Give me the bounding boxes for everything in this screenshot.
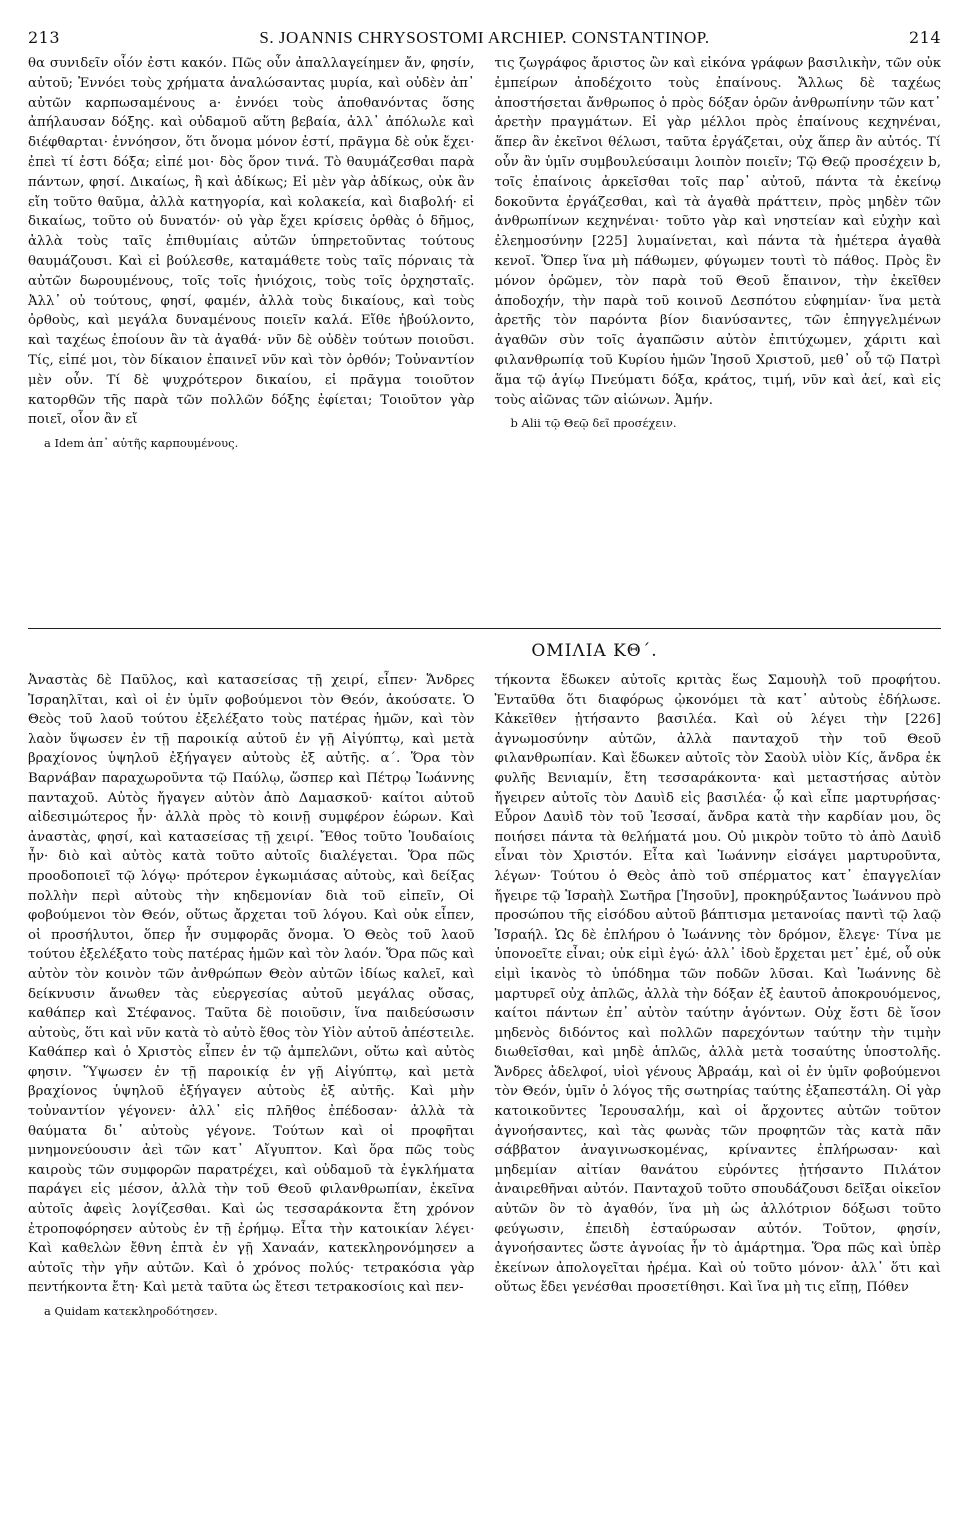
homily-title: ΟΜΙΛΙΑ ΚΘ΄.	[531, 641, 658, 661]
page-number-left: 213	[28, 28, 61, 47]
bottom-right-column	[495, 671, 942, 1319]
running-header	[28, 28, 941, 54]
top-section	[28, 54, 941, 614]
top-right-text: τις ζωγράφος ἄριστος ὢν καὶ εἰκόνα γράφων βασιλικὴν, τῶν οὐκ ἐμπείρων ἀποδέχοιτο τοὺς ἐπαίνους. Ἄλλως δὲ ταχέως ἀποστήσεται ἄνθρωπος ὁ πρὸς δόξαν ὁρῶν ἀνθρωπίνην τῶν κατ᾿ ἀρετὴν πραγμάτων. Εἰ γὰρ μέλλοι πρὸς ἐπαίνους κεχηνέναι, ἅπερ ἂν ἐκεῖνοι θέλωσι, ταῦτα ἐργάζεται, οὐχ ἅπερ ἂν αὐτός. Τί οὖν ἂν ὑμῖν συμβουλεύσαιμι λοιπὸν ποιεῖν; Τῷ Θεῷ προσέχειν b, τοῖς ἐπαίνοις ἀρκεῖσθαι τοῖς παρ᾿ αὐτοῦ, πάντα τὰ ἐκείνῳ δοκοῦντα ἐργάζεσθαι, καὶ τὰ ἀγαθὰ πράττειν, πρὸς μηδὲν τῶν ἀνθρωπίνων κεχηνέναι· τοῦτο γὰρ καὶ νηστείαν καὶ εὐχὴν καὶ ἐλεημοσύνην [225] λυμαίνεται, καὶ πάντα τὰ ἡμέτερα ἀγαθὰ κενοῖ. Ὅπερ ἵνα μὴ πάθωμεν, φύγωμεν τουτὶ τὸ πάθος. Πρὸς ἓν μόνον ὁρῶμεν, τὸν παρὰ τοῦ Θεοῦ ἔπαινον, τὴν ἐκεῖθεν ἀποδοχήν, τὴν παρὰ τοῦ κοινοῦ Δεσπότου εὐφημίαν· ἵνα μετὰ ἀρετῆς τὸν παρόντα βίον διανύσαντες, τῶν ἐπηγγελμένων ἀγαθῶν σὺν τοῖς ἀγαπῶσιν αὐτὸν ἐπιτύχωμεν, χάριτι καὶ φιλανθρωπίᾳ τοῦ Κυρίου ἡμῶν Ἰησοῦ Χριστοῦ, μεθ᾿ οὗ τῷ Πατρὶ ἅμα τῷ ἁγίῳ Πνεύματι δόξα, κράτος, τιμή, νῦν καὶ ἀεί, καὶ εἰς τοὺς αἰῶνας τῶν αἰώνων. Ἀμήν.	[494, 56, 941, 408]
top-left-column	[28, 54, 475, 614]
bottom-left-column	[28, 671, 475, 1319]
bottom-left-footnote: a Quidam κατεκληροδότησεν.	[44, 1304, 218, 1318]
section-divider	[28, 628, 941, 629]
top-right-column	[495, 54, 942, 614]
running-title: S. JOANNIS CHRYSOSTOMI ARCHIEP. CONSTANTINOP.	[259, 28, 710, 47]
bottom-section	[28, 671, 941, 1319]
top-right-footnote: b Alii τῷ Θεῷ δεῖ προσέχειν.	[510, 416, 677, 431]
bottom-left-text: Ἀναστὰς δὲ Παῦλος, καὶ κατασείσας τῇ χειρί, εἶπεν· Ἄνδρες Ἰσραηλῖται, καὶ οἱ ἐν ὑμῖν φοβούμενοι τὸν Θεόν, ἀκούσατε. Ὁ Θεὸς τοῦ λαοῦ τούτου ἐξελέξατο τοὺς πατέρας ἡμῶν, καὶ τὸν λαὸν ὕψωσεν ἐν τῇ παροικίᾳ αὐτοῦ ἐν γῇ Αἰγύπτῳ, καὶ μετὰ βραχίονος ὑψηλοῦ ἐξήγαγεν αὐτοὺς ἐξ αὐτῆς. α΄. Ὅρα τὸν Βαρνάβαν παραχωροῦντα τῷ Παύλῳ, ὥσπερ καὶ Πέτρῳ Ἰωάννης πανταχοῦ. Αὐτὸς ἤγαγεν αὐτὸν ἀπὸ Δαμασκοῦ· καίτοι αὐτοῦ αἰδεσιμώτερος ἦν· ἀλλὰ πρὸς τὸ κοινῇ συμφέρον ἑώρων. Καὶ ἀναστὰς, φησί, καὶ κατασείσας τῇ χειρί. Ἔθος τοῦτο Ἰουδαίοις ἦν· διὸ καὶ αὐτὸς κατὰ τοῦτο αὐτοῖς διαλέγεται. Ὅρα πῶς προοδοποιεῖ τῷ λόγῳ· πρότερον ἐγκωμιάσας αὐτοὺς, καὶ δείξας πολλὴν περὶ αὐτοὺς τὴν κηδεμονίαν διὰ τοῦ εἰπεῖν, Οἱ φοβούμενοι τὸν Θεόν, οὕτως ἄρχεται τοῦ λόγου. Καὶ οὐκ εἶπεν, οἱ προσήλυτοι, ὅπερ ἦν συμφορᾶς ὄνομα. Ὁ Θεὸς τοῦ λαοῦ τούτου ἐξελέξατο τοὺς πατέρας ἡμῶν καὶ τὸν λαόν. Ὅρα πῶς καὶ αὐτὸν τὸν κοινὸν τῶν ἀνθρώπων Θεὸν αὐτῶν ἰδίως καλεῖ, καὶ δείκνυσιν ἄνωθεν τὰς εὐεργεσίας αὐτοῦ μεγάλας οὔσας, καθάπερ καὶ Στέφανος. Ταῦτα δὲ ποιοῦσιν, ἵνα παιδεύσωσιν αὐτοὺς, ὅτι καὶ νῦν κατὰ τὸ αὐτὸ ἔθος τὸν Υἱὸν αὐτοῦ ἀπέστειλε. Καθάπερ καὶ ὁ Χριστὸς εἶπεν ἐν τῷ ἀμπελῶνι, οὕτω καὶ αὐτὸς φησιν. Ὕψωσεν ἐν τῇ παροικίᾳ ἐν γῇ Αἰγύπτῳ, καὶ μετὰ βραχίονος ὑψηλοῦ ἐξήγαγεν αὐτοὺς ἐξ αὐτῆς. Καὶ μὴν τοὐναντίον γέγονεν· ἀλλ᾿ εἰς πλῆθος ἐπέδοσαν· ἀλλὰ τὰ θαύματα δι᾿ αὐτοὺς γέγονε. Τούτων καὶ οἱ προφῆται μνημονεύουσιν ἀεὶ τῶν κατ᾿ Αἴγυπτον. Καὶ ὅρα πῶς τοὺς καιροὺς τῶν συμφορῶν παρατρέχει, καὶ οὐδαμοῦ τὰ ἐγκλήματα παράγει εἰς μέσον, ἀλλὰ τὴν τοῦ Θεοῦ φιλανθρωπίαν, ἐκεῖνα αὐτοῖς ἀφεὶς λογίζεσθαι. Καὶ ὡς τεσσαράκοντα ἔτη χρόνον ἐτροποφόρησεν αὐτοὺς ἐν τῇ ἐρήμῳ. Εἶτα τὴν κατοικίαν λέγει· Καὶ καθελὼν ἔθνη ἑπτὰ ἐν γῇ Χαναάν, κατεκληρονόμησεν a αὐτοῖς τὴν γῆν αὐτῶν. Καὶ ὁ χρόνος πολύς· τετρακόσια γὰρ πεντήκοντα ἔτη· Καὶ μετὰ ταῦτα ὡς ἔτεσι τετρακοσίοις καὶ πεν-	[28, 673, 475, 1296]
top-left-text: θα συνιδεῖν οἷόν ἐστι κακόν. Πῶς οὖν ἀπαλλαγείημεν ἄν, φησίν, αὐτοῦ; Ἐννόει τοὺς χρήματα ἀναλώσαντας μυρία, καὶ οὐδὲν ἀπ᾿ αὐτῶν καρπωσαμένους a· ἐννόει τοὺς ἀποθανόντας ὅσης ἀπήλαυσαν δόξης. καὶ οὐδαμοῦ αὕτη βεβαία, ἀλλ᾿ ἀπόλωλε καὶ διέφθαρται· ἐννόησον, ὅτι ὄνομα μόνον ἐστί, πρᾶγμα δὲ οὐκ ἔχει· ἐπεὶ τί ἐστι δόξα; εἰπέ μοι· δὸς ὅρον τινά. Τὸ θαυμάζεσθαι παρὰ πάντων, φησί. Δικαίως, ἢ καὶ ἀδίκως; Εἰ μὲν γὰρ ἀδίκως, οὐκ ἂν εἴη τοῦτο θαῦμα, ἀλλὰ κατηγορία, καὶ κολακεία, καὶ διαβολή· εἰ δικαίως, τοῦτο οὐ δυνατόν· οὐ γὰρ ἔχει κρίσεις ὀρθὰς ὁ δῆμος, ἀλλὰ τοὺς ταῖς ἐπιθυμίαις αὐτῶν ὑπηρετοῦντας τούτους θαυμάζουσι. Καὶ εἰ βούλεσθε, καταμάθετε τοὺς ταῖς πόρναις τὰ αὐτῶν δωρουμένους, τοῖς τοῖς ἡνιόχοις, τοὺς τοῖς ὀρχησταῖς. Ἀλλ᾿ οὐ τούτους, φησί, φαμέν, ἀλλὰ τοὺς δικαίους, καὶ τοὺς ὀρθοὺς, καὶ μεγάλα δυναμένους ποιεῖν καλά. Εἴθε ἠβούλοντο, καὶ ταχέως ἐποίουν ἂν τὰ ἀγαθά· νῦν δὲ οὐδὲν τούτων ποιοῦσι. Τίς, εἰπέ μοι, τὸν δίκαιον ἐπαινεῖ νῦν καὶ τὸν ὀρθόν; Τοὐναντίον μὲν οὖν. Τί δὲ ψυχρότερον δικαίου, εἰ πρᾶγμα τοιοῦτον κατορθῶν τῆς παρὰ τῶν πολλῶν δόξης ἐφίεται; Τοιοῦτον γὰρ ποιεῖ, οἷον ἂν εἴ	[28, 56, 475, 428]
top-left-footnote: a Idem ἀπ᾿ αὐτῆς καρπουμένους.	[44, 436, 239, 451]
bottom-right-text: τήκοντα ἔδωκεν αὐτοῖς κριτὰς ἕως Σαμουὴλ τοῦ προφήτου. Ἐνταῦθα ὅτι διαφόρως ᾠκονόμει τὰ κατ᾿ αὐτοὺς ἐδήλωσε. Κἀκεῖθεν ᾐτήσαντο βασιλέα. Καὶ οὐ λέγει τὴν [226] ἀγνωμοσύνην αὐτῶν, ἀλλὰ πανταχοῦ τὴν τοῦ Θεοῦ φιλανθρωπίαν. Καὶ ἔδωκεν αὐτοῖς τὸν Σαοὺλ υἱὸν Κίς, ἄνδρα ἐκ φυλῆς Βενιαμίν, ἔτη τεσσαράκοντα· καὶ μεταστήσας αὐτὸν ἤγειρεν αὐτοῖς τὸν Δαυὶδ εἰς βασιλέα· ᾧ καὶ εἶπε μαρτυρήσας· Εὗρον Δαυὶδ τὸν τοῦ Ἰεσσαί, ἄνδρα κατὰ τὴν καρδίαν μου, ὃς ποιήσει πάντα τὰ θελήματά μου. Οὐ μικρὸν τοῦτο τὸ ἀπὸ Δαυὶδ εἶναι τὸν Χριστόν. Εἶτα καὶ Ἰωάννην εἰσάγει μαρτυροῦντα, λέγων· Τούτου ὁ Θεὸς ἀπὸ τοῦ σπέρματος κατ᾿ ἐπαγγελίαν ἤγειρε τῷ Ἰσραὴλ Σωτῆρα [Ἰησοῦν], προκηρύξαντος Ἰωάννου πρὸ προσώπου τῆς εἰσόδου αὐτοῦ βάπτισμα μετανοίας παντὶ τῷ λαῷ Ἰσραήλ. Ὡς δὲ ἐπλήρου ὁ Ἰωάννης τὸν δρόμον, ἔλεγε· Τίνα με ὑπονοεῖτε εἶναι; οὐκ εἰμὶ ἐγώ· ἀλλ᾿ ἰδοὺ ἔρχεται μετ᾿ ἐμέ, οὗ οὐκ εἰμὶ ἱκανὸς τὸ ὑπόδημα τῶν ποδῶν λῦσαι. Καὶ Ἰωάννης δὲ μαρτυρεῖ οὐχ ἁπλῶς, ἀλλὰ τὴν δόξαν ἐξ ἑαυτοῦ ἀποκρουόμενος, καίτοι πάντων ἐπ᾿ αὐτὸν ταύτην ἀγόντων. Οὐχ ἔστι δὲ ἴσον μηδενὸς διδόντος καὶ πολλῶν παρεχόντων ταύτην τὴν τιμὴν διωθεῖσθαι, καὶ μηδὲ ἁπλῶς, ἀλλὰ μετὰ τοσαύτης ὑποστολῆς. Ἄνδρες ἀδελφοί, υἱοὶ γένους Ἀβραάμ, καὶ οἱ ἐν ὑμῖν φοβούμενοι τὸν Θεόν, ὑμῖν ὁ λόγος τῆς σωτηρίας ταύτης ἐξαπεστάλη. Οἱ γὰρ κατοικοῦντες Ἱερουσαλήμ, καὶ οἱ ἄρχοντες αὐτῶν τοῦτον ἀγνοήσαντες, καὶ τὰς φωνὰς τῶν προφητῶν τὰς κατὰ πᾶν σάββατον ἀναγινωσκομένας, κρίναντες ἐπλήρωσαν· καὶ μηδεμίαν αἰτίαν θανάτου εὑρόντες ᾐτήσαντο Πιλάτον ἀναιρεθῆναι αὐτόν. Πανταχοῦ τοῦτο σπουδάζουσι δεῖξαι οἰκεῖον αὐτῶν ὂν τὸ ἀγαθόν, ἵνα μὴ ὡς ἀλλότριον δόξωσι τοῦτο φεύγωσιν, ἐπειδὴ ἐσταύρωσαν αὐτόν. Τοῦτον, φησίν, ἀγνοήσαντες ὥστε ἀγνοίας ἦν τὸ ἁμάρτημα. Ὅρα πῶς καὶ ὑπὲρ ἐκείνων ἀπολογεῖται ἠρέμα. Καὶ οὐ τοῦτο μόνον· ἀλλ᾿ ὅτι καὶ οὕτως ἔδει γενέσθαι προσετίθησι. Καὶ ἵνα μὴ τις εἴπῃ, Πόθεν	[494, 673, 941, 1296]
page-number-right: 214	[908, 28, 941, 47]
